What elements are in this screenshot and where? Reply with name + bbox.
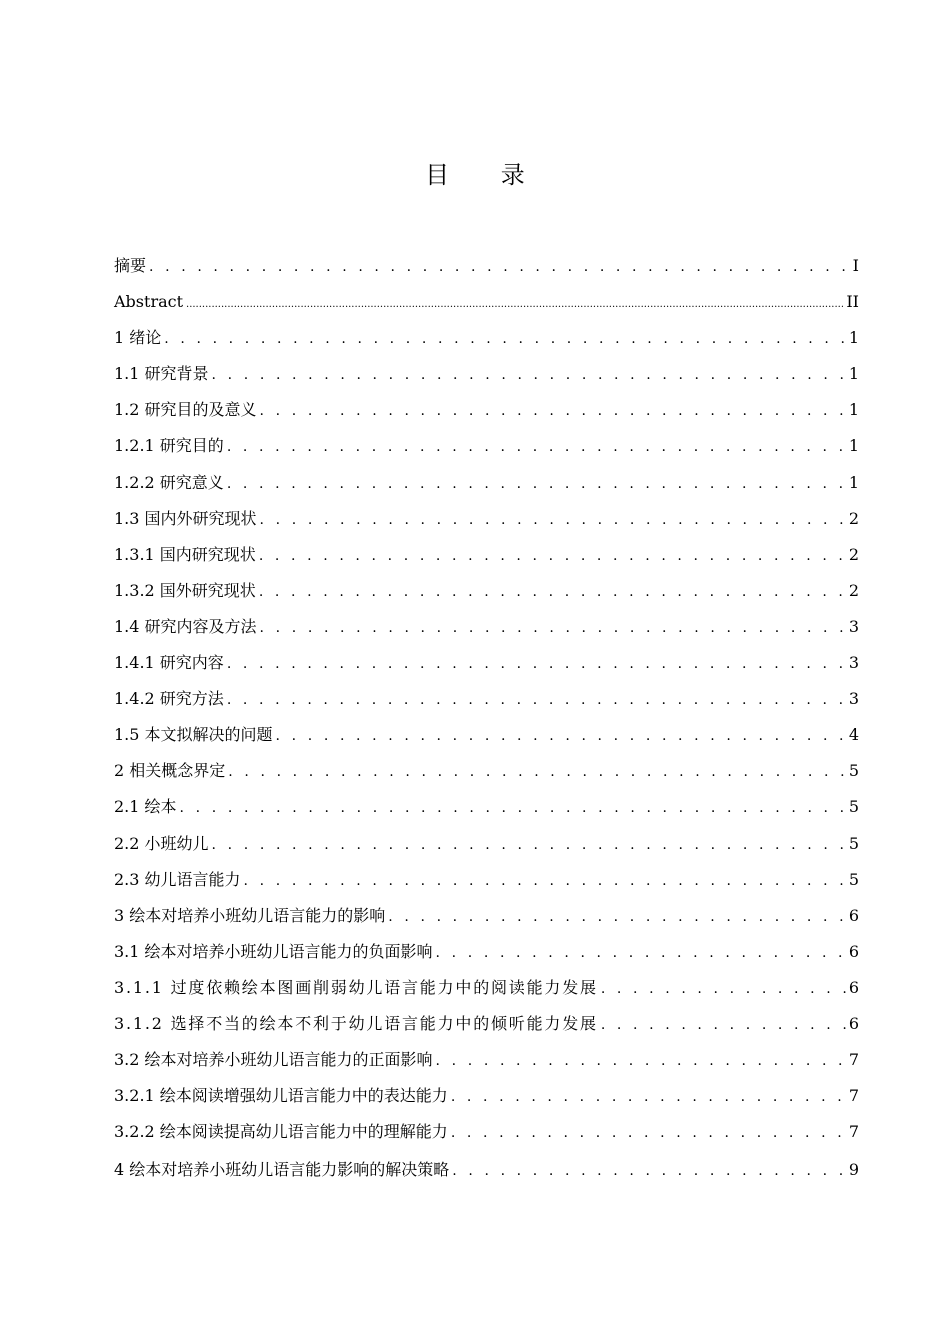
toc-entry-page: 6 [848,977,859,997]
toc-entry-page: 2 [848,580,859,600]
toc-entry-page: 5 [848,761,859,781]
toc-leader-dots [244,863,846,899]
toc-leader-dots [227,466,846,502]
toc-entry-page: 7 [848,1086,859,1106]
toc-leader-dots [452,1153,846,1189]
toc-leader-dots [186,287,843,323]
toc-leader-dots [227,646,846,682]
toc-leader-dots [276,718,846,754]
toc-leader-dots [149,249,846,285]
toc-entry-1-3[interactable] [114,501,859,537]
toc-entry-page: 2 [848,544,859,564]
toc-entry-label: 1.3.2 国外研究现状 [114,580,256,600]
toc-leader-dots [451,1115,846,1151]
toc-leader-dots [601,971,846,1007]
toc-leader-dots [451,1079,846,1115]
toc-entry-label: 1 绪论 [114,328,162,348]
toc-leader-dots [212,357,846,393]
toc-entry-label: 1.5 本文拟解决的问题 [114,725,273,745]
toc-leader-dots [388,899,846,935]
toc-entry-abstract-cn[interactable] [114,248,859,284]
toc-entry-page: I [852,256,859,275]
toc-entry-page: 5 [848,833,859,853]
toc-entry-1-4-2[interactable] [114,681,859,717]
toc-entry-page: 1 [848,328,859,348]
toc-entry-3-2-1[interactable] [114,1078,859,1114]
toc-entry-page: 5 [848,869,859,889]
toc-entry-page: 1 [848,472,859,492]
toc-entry-1-1[interactable] [114,356,859,392]
toc-leader-dots [180,790,846,826]
toc-entry-page: 2 [848,508,859,528]
toc-entry-page: 1 [848,436,859,456]
toc-entry-3-1-2[interactable] [114,1006,859,1042]
toc-entry-label: 2.3 幼儿语言能力 [114,869,241,889]
toc-entry-1-4-1[interactable] [114,645,859,681]
toc-entry-page: 9 [848,1160,859,1180]
toc-entry-label: 1.4.1 研究内容 [114,653,224,673]
toc-entry-page: 7 [848,1050,859,1070]
toc-entry-1-2[interactable] [114,392,859,428]
toc-entry-label: 3.2.2 绘本阅读提高幼儿语言能力中的理解能力 [114,1122,448,1142]
toc-entry-1-3-2[interactable] [114,573,859,609]
toc-entry-label: 1.1 研究背景 [114,364,209,384]
toc-entry-label: 3.2.1 绘本阅读增强幼儿语言能力中的表达能力 [114,1086,448,1106]
toc-entry-label: 3.1 绘本对培养小班幼儿语言能力的负面影响 [114,941,433,961]
toc-entry-3[interactable] [114,898,859,934]
toc-entry-label: 2.2 小班幼儿 [114,833,209,853]
toc-leader-dots [259,538,846,574]
toc-entry-1-2-2[interactable] [114,465,859,501]
toc-entry-1[interactable] [114,320,859,356]
toc-entry-label: 摘要 [114,256,147,275]
toc-entry-2-3[interactable] [114,862,859,898]
toc-list [114,248,859,1188]
toc-entry-page: II [846,292,859,312]
toc-leader-dots [436,935,846,971]
toc-leader-dots [164,321,846,357]
toc-entry-4[interactable] [114,1152,859,1188]
toc-title: 目 录 [425,161,547,189]
toc-entry-label: 1.2.2 研究意义 [114,472,224,492]
toc-entry-1-4[interactable] [114,609,859,645]
toc-entry-page: 3 [848,689,859,709]
toc-entry-page: 7 [848,1122,859,1142]
toc-entry-label: 1.4 研究内容及方法 [114,616,257,636]
toc-entry-2-2[interactable] [114,826,859,862]
toc-leader-dots [260,393,846,429]
toc-entry-2-1[interactable] [114,789,859,825]
toc-entry-label: 2.1 绘本 [114,797,177,817]
toc-entry-2[interactable] [114,753,859,789]
toc-entry-1-2-1[interactable] [114,428,859,464]
toc-entry-label: 1.2 研究目的及意义 [114,400,257,420]
toc-entry-label: 3.1.1 过度依赖绘本图画削弱幼儿语言能力中的阅读能力发展 [114,977,598,997]
toc-entry-label: 1.3.1 国内研究现状 [114,544,256,564]
toc-leader-dots [228,754,846,790]
toc-leader-dots [227,682,846,718]
toc-entry-page: 3 [848,653,859,673]
toc-entry-label: 1.2.1 研究目的 [114,436,224,456]
toc-entry-label: 3 绘本对培养小班幼儿语言能力的影响 [114,905,386,925]
toc-leader-dots [227,429,846,465]
toc-leader-dots [259,574,846,610]
toc-entry-label: 1.3 国内外研究现状 [114,508,257,528]
toc-leader-dots [601,1007,846,1043]
toc-entry-page: 5 [848,797,859,817]
toc-entry-label: 4 绘本对培养小班幼儿语言能力影响的解决策略 [114,1160,450,1180]
toc-entry-label: 2 相关概念界定 [114,761,226,781]
toc-entry-label: 3.2 绘本对培养小班幼儿语言能力的正面影响 [114,1050,433,1070]
toc-leader-dots [436,1043,846,1079]
toc-entry-page: 3 [848,616,859,636]
toc-entry-3-2-2[interactable] [114,1114,859,1150]
toc-leader-dots [260,610,846,646]
toc-entry-page: 6 [848,1013,859,1033]
toc-entry-page: 1 [848,400,859,420]
toc-entry-label: Abstract [114,292,184,312]
toc-entry-page: 1 [848,364,859,384]
toc-entry-label: 1.4.2 研究方法 [114,689,224,709]
toc-entry-label: 3.1.2 选择不当的绘本不利于幼儿语言能力中的倾听能力发展 [114,1013,598,1033]
toc-entry-3-2[interactable] [114,1042,859,1078]
toc-entry-3-1[interactable] [114,934,859,970]
toc-entry-3-1-1[interactable] [114,970,859,1006]
toc-entry-1-5[interactable] [114,717,859,753]
toc-entry-page: 6 [848,941,859,961]
toc-leader-dots [212,827,846,863]
toc-entry-1-3-1[interactable] [114,537,859,573]
toc-entry-page: 6 [848,905,859,925]
toc-leader-dots [260,502,846,538]
toc-entry-page: 4 [848,725,859,745]
toc-entry-abstract-en[interactable] [114,284,859,320]
